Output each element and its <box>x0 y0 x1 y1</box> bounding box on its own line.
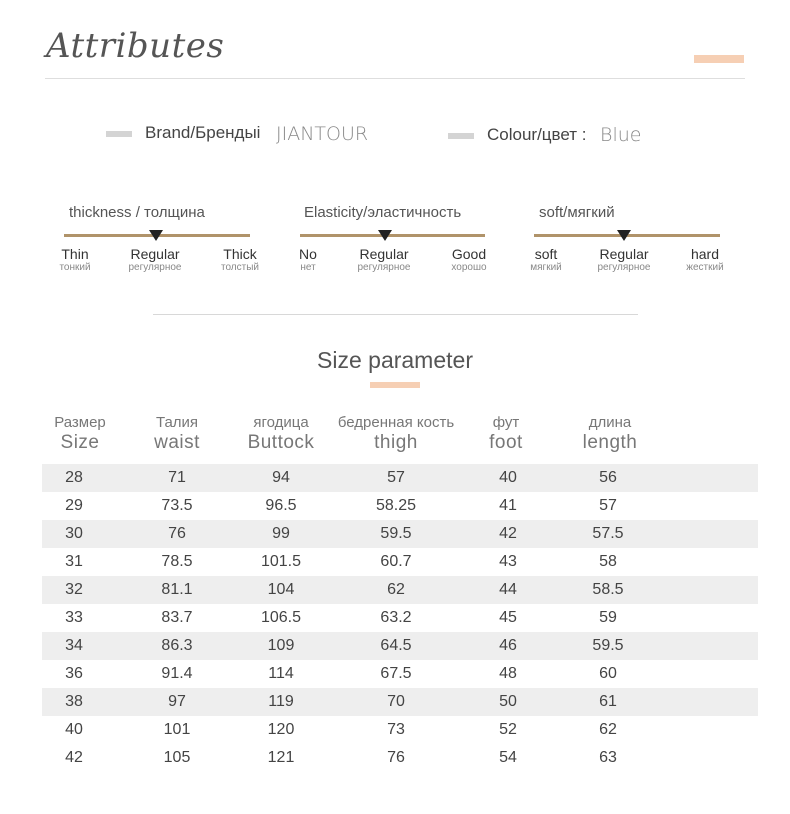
cell-size: 34 <box>65 637 83 654</box>
cell-length: 59.5 <box>592 637 624 654</box>
table-row <box>42 604 758 632</box>
cell-thigh: 60.7 <box>380 553 412 570</box>
elasticity-scale-title: Elasticity/эластичность <box>304 204 462 221</box>
cell-waist: 81.1 <box>161 581 193 598</box>
thickness-selected-marker <box>149 230 163 241</box>
cell-buttock: 94 <box>272 469 290 486</box>
cell-size: 28 <box>65 469 83 486</box>
table-row <box>42 548 758 576</box>
cell-size: 36 <box>65 665 83 682</box>
cell-thigh: 57 <box>387 469 405 486</box>
cell-waist: 97 <box>168 693 186 710</box>
cell-buttock: 109 <box>267 637 295 654</box>
cell-length: 62 <box>599 721 617 738</box>
page-title: Attributes <box>46 26 225 66</box>
column-header-size: Размер Size <box>54 414 106 453</box>
cell-thigh: 76 <box>387 749 405 766</box>
cell-waist: 71 <box>168 469 186 486</box>
cell-size: 31 <box>65 553 83 570</box>
header-divider <box>45 78 745 79</box>
cell-length: 56 <box>599 469 617 486</box>
cell-size: 42 <box>65 749 83 766</box>
cell-thigh: 63.2 <box>380 609 412 626</box>
column-header-length: длина length <box>582 414 638 453</box>
cell-thigh: 62 <box>387 581 405 598</box>
cell-length: 61 <box>599 693 617 710</box>
column-header-thigh: бедренная кость thigh <box>337 414 455 453</box>
column-header-buttock: ягодица Buttock <box>247 414 315 453</box>
cell-length: 57 <box>599 497 617 514</box>
table-row <box>42 632 758 660</box>
table-row <box>42 716 758 744</box>
cell-length: 58.5 <box>592 581 624 598</box>
cell-thigh: 73 <box>387 721 405 738</box>
elasticity-selected-marker <box>378 230 392 241</box>
cell-waist: 73.5 <box>161 497 193 514</box>
cell-foot: 46 <box>499 637 517 654</box>
cell-thigh: 58.25 <box>375 497 417 514</box>
cell-thigh: 59.5 <box>380 525 412 542</box>
cell-foot: 40 <box>499 469 517 486</box>
cell-foot: 50 <box>499 693 517 710</box>
header-accent-bar <box>694 55 744 63</box>
cell-buttock: 99 <box>272 525 290 542</box>
cell-foot: 54 <box>499 749 517 766</box>
cell-size: 32 <box>65 581 83 598</box>
cell-length: 60 <box>599 665 617 682</box>
cell-size: 30 <box>65 525 83 542</box>
elasticity-option-regular: Regular регулярное <box>357 246 411 273</box>
elasticity-option-good: Good хорошо <box>451 246 487 273</box>
cell-waist: 105 <box>163 749 191 766</box>
softness-scale-title: soft/мягкий <box>539 204 615 221</box>
column-header-foot: фут foot <box>489 414 523 453</box>
thickness-option-thin: Thin тонкий <box>59 246 91 273</box>
cell-waist: 78.5 <box>161 553 193 570</box>
elasticity-scale-line <box>300 234 485 237</box>
brand-value: JIANTOUR <box>276 123 369 145</box>
brand-bullet <box>106 131 132 137</box>
thickness-scale-title: thickness / толщина <box>69 204 205 221</box>
cell-buttock: 104 <box>267 581 295 598</box>
cell-buttock: 101.5 <box>260 553 302 570</box>
size-table <box>42 464 758 772</box>
cell-length: 63 <box>599 749 617 766</box>
cell-foot: 41 <box>499 497 517 514</box>
cell-buttock: 119 <box>268 693 294 710</box>
thickness-option-regular: Regular регулярное <box>128 246 182 273</box>
cell-size: 33 <box>65 609 83 626</box>
cell-buttock: 106.5 <box>260 609 302 626</box>
cell-buttock: 114 <box>268 665 294 682</box>
cell-waist: 86.3 <box>161 637 193 654</box>
softness-option-regular: Regular регулярное <box>597 246 651 273</box>
cell-waist: 76 <box>168 525 186 542</box>
cell-foot: 48 <box>499 665 517 682</box>
table-row <box>42 688 758 716</box>
cell-thigh: 64.5 <box>380 637 412 654</box>
cell-size: 40 <box>65 721 83 738</box>
thickness-option-thick: Thick толстый <box>221 246 259 273</box>
cell-thigh: 67.5 <box>380 665 412 682</box>
table-row <box>42 744 758 772</box>
brand-label: Brand/Брендыi <box>145 123 261 142</box>
cell-size: 29 <box>65 497 83 514</box>
cell-buttock: 96.5 <box>265 497 297 514</box>
softness-selected-marker <box>617 230 631 241</box>
colour-bullet <box>448 133 474 139</box>
cell-length: 59 <box>599 609 617 626</box>
cell-length: 57.5 <box>592 525 624 542</box>
table-row <box>42 464 758 492</box>
table-row <box>42 660 758 688</box>
cell-foot: 44 <box>499 581 517 598</box>
cell-foot: 42 <box>499 525 517 542</box>
cell-waist: 91.4 <box>161 665 193 682</box>
cell-thigh: 70 <box>387 693 405 710</box>
section-divider <box>153 314 638 315</box>
cell-size: 38 <box>65 693 83 710</box>
softness-option-soft: soft мягкий <box>530 246 562 273</box>
colour-value: Blue <box>600 124 642 146</box>
cell-length: 58 <box>599 553 617 570</box>
cell-buttock: 120 <box>267 721 295 738</box>
cell-foot: 45 <box>499 609 517 626</box>
table-row <box>42 576 758 604</box>
cell-buttock: 121 <box>267 749 295 766</box>
table-row <box>42 492 758 520</box>
cell-foot: 43 <box>499 553 517 570</box>
elasticity-option-no: No нет <box>299 246 317 273</box>
table-row <box>42 520 758 548</box>
size-section-title: Size parameter <box>317 347 473 373</box>
softness-option-hard: hard жесткий <box>686 246 724 273</box>
column-header-waist: Талия waist <box>154 414 200 453</box>
cell-waist: 101 <box>163 721 191 738</box>
colour-label: Colour/цвет : <box>487 125 587 144</box>
size-title-accent-bar <box>370 382 420 388</box>
cell-waist: 83.7 <box>161 609 193 626</box>
cell-foot: 52 <box>499 721 517 738</box>
